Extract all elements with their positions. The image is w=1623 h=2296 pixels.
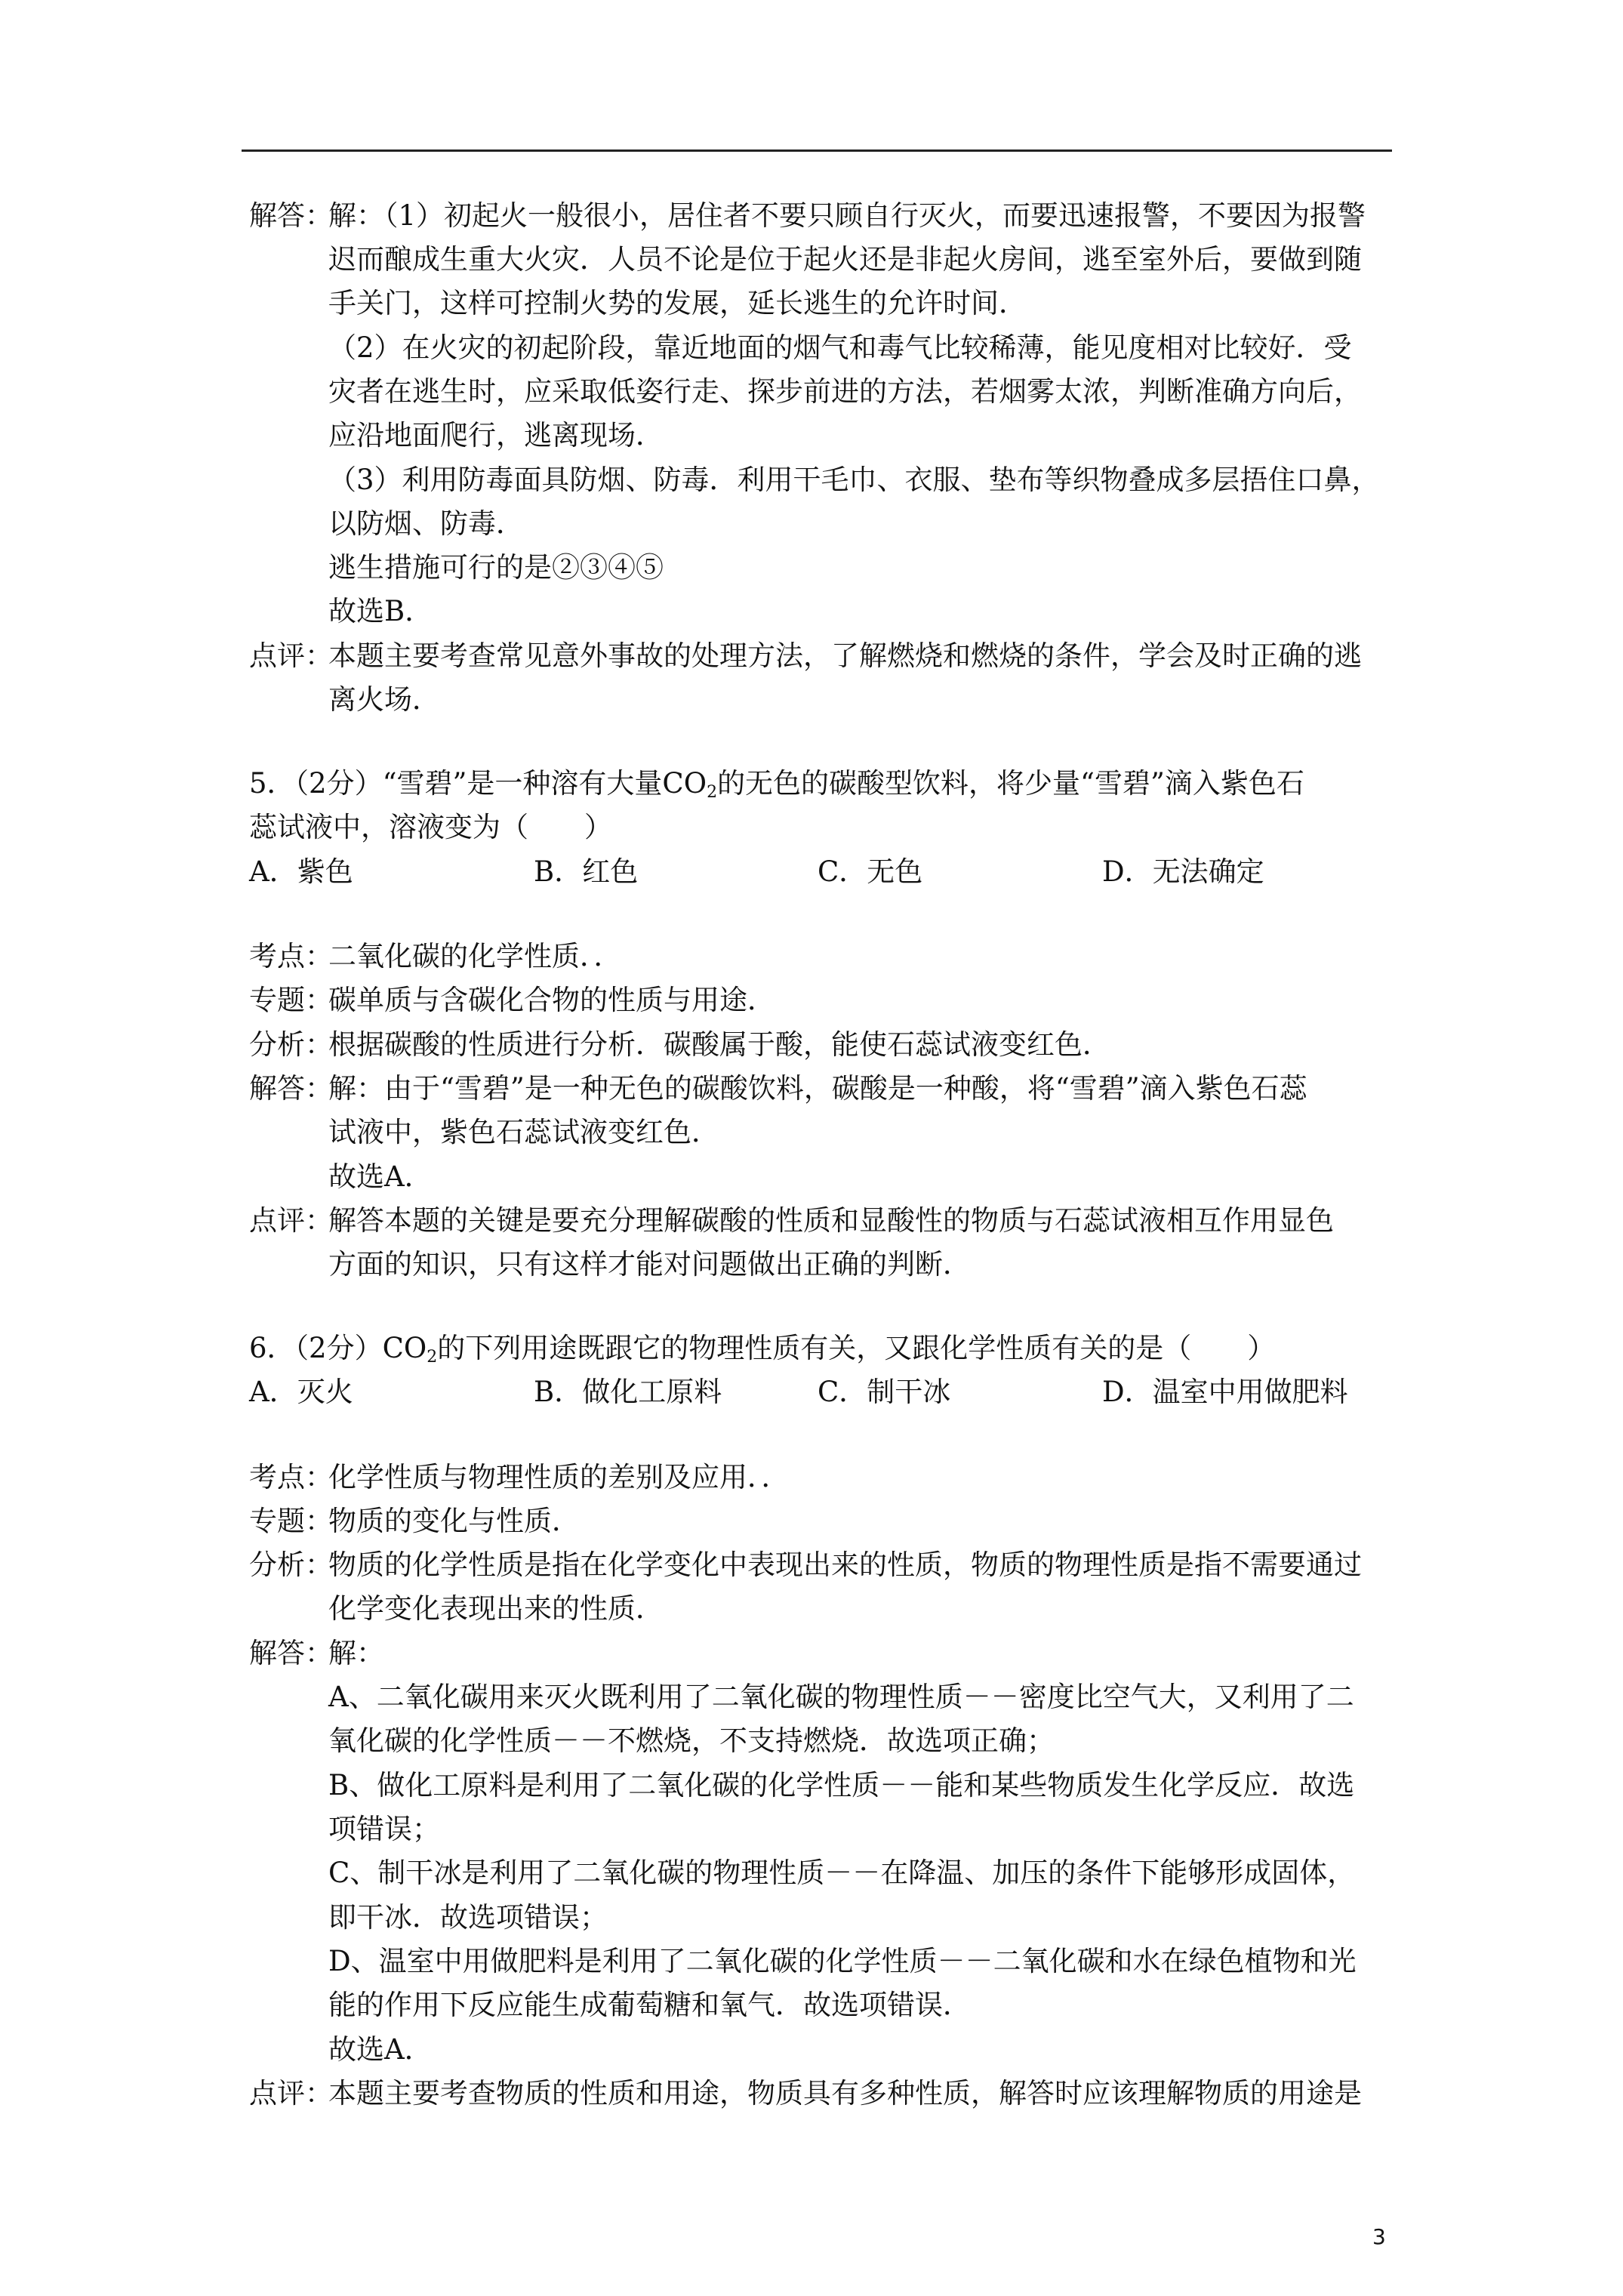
option-b: B．做化工原料 — [534, 1376, 722, 1408]
answer-label: 解答： — [249, 1637, 333, 1669]
answer-line: 以防烟、防毒． — [328, 507, 524, 540]
review-line: 本题主要考查物质的性质和用途，物质具有多种性质，解答时应该理解物质的用途是 — [328, 2077, 1362, 2110]
option-c: C．制干冰 — [818, 1376, 951, 1408]
answer-line: 迟而酿成生重大火灾．人员不论是位于起火还是非起火房间，逃至室外后，要做到随 — [328, 243, 1362, 276]
option-d: D．温室中用做肥料 — [1102, 1376, 1348, 1408]
fenxi-text: 根据碳酸的性质进行分析．碳酸属于酸，能使石蕊试液变红色． — [328, 1028, 1110, 1061]
review-line: 本题主要考查常见意外事故的处理方法，了解燃烧和燃烧的条件，学会及时正确的逃 — [328, 639, 1362, 672]
fenxi-line: 化学变化表现出来的性质． — [328, 1592, 664, 1625]
header-rule — [242, 149, 1392, 152]
review-label: 点评： — [249, 2077, 333, 2110]
answer-line: 试液中，紫色石蕊试液变红色． — [328, 1116, 719, 1148]
question-stem: 蕊试液中，溶液变为（ ） — [249, 811, 612, 843]
review-line: 方面的知识，只有这样才能对问题做出正确的判断． — [328, 1248, 971, 1281]
answer-line: （3）利用防毒面具防烟、防毒．利用干毛巾、衣服、垫布等织物叠成多层捂住口鼻， — [328, 464, 1380, 496]
answer-label: 解答： — [249, 1072, 333, 1105]
answer-line: B、做化工原料是利用了二氧化碳的化学性质－－能和某些物质发生化学反应．故选 — [328, 1769, 1355, 1801]
option-b: B．红色 — [534, 855, 639, 888]
answer-line: 项错误； — [328, 1813, 440, 1845]
kaodian-label: 考点： — [249, 1461, 333, 1493]
question-stem: 6．（2分）$CO_2$的下列用途既跟它的物理性质有关，又跟化学性质有关的是（ ） — [249, 1332, 1276, 1367]
review-line: 离火场． — [328, 683, 440, 716]
answer-line: 手关门，这样可控制火势的发展，延长逃生的允许时间． — [328, 287, 1027, 319]
answer-line: 故选A． — [328, 2033, 433, 2066]
zhuanti-label: 专题： — [249, 1505, 333, 1537]
answer-label: 解答： — [249, 199, 333, 232]
answer-line: 解：（1）初起火一般很小，居住者不要只顾自行灭火，而要迅速报警，不要因为报警 — [328, 199, 1366, 232]
answer-line: 故选B． — [328, 595, 433, 627]
answer-head: 解： — [328, 1637, 384, 1669]
zhuanti-text: 物质的变化与性质． — [328, 1505, 580, 1537]
answer-line: D、温室中用做肥料是利用了二氧化碳的化学性质－－二氧化碳和水在绿色植物和光 — [328, 1945, 1357, 1977]
kaodian-label: 考点： — [249, 940, 333, 972]
answer-line: 氧化碳的化学性质－－不燃烧，不支持燃烧．故选项正确； — [328, 1724, 1055, 1757]
answer-line: 故选A． — [328, 1160, 433, 1193]
kaodian-text: 二氧化碳的化学性质．． — [328, 940, 622, 972]
fenxi-label: 分析： — [249, 1549, 333, 1581]
zhuanti-text: 碳单质与含碳化合物的性质与用途． — [328, 984, 775, 1016]
answer-line: C、制干冰是利用了二氧化碳的物理性质－－在降温、加压的条件下能够形成固体， — [328, 1857, 1356, 1889]
answer-line: 即干冰．故选项错误； — [328, 1901, 608, 1934]
option-a: A．紫色 — [249, 855, 353, 888]
answer-line: 灾者在逃生时，应采取低姿行走、探步前进的方法，若烟雾太浓，判断准确方向后， — [328, 375, 1362, 408]
fenxi-label: 分析： — [249, 1028, 333, 1061]
review-label: 点评： — [249, 1204, 333, 1237]
answer-line: A、二氧化碳用来灭火既利用了二氧化碳的物理性质－－密度比空气大，又利用了二 — [328, 1681, 1354, 1713]
fenxi-line: 物质的化学性质是指在化学变化中表现出来的性质，物质的物理性质是指不需要通过 — [328, 1549, 1362, 1581]
review-label: 点评： — [249, 639, 333, 672]
answer-line: 应沿地面爬行，逃离现场． — [328, 419, 664, 451]
kaodian-text: 化学性质与物理性质的差别及应用．． — [328, 1461, 790, 1493]
answer-line: 能的作用下反应能生成葡萄糖和氧气．故选项错误． — [328, 1989, 971, 2021]
option-c: C．无色 — [818, 855, 923, 888]
question-stem: 5．（2分）“雪碧”是一种溶有大量$CO_2$的无色的碳酸型饮料，将少量“雪碧”滴入紫色石 — [249, 767, 1304, 802]
answer-line: （2）在火灾的初起阶段，靠近地面的烟气和毒气比较稀薄，能见度相对比较好．受 — [328, 331, 1352, 364]
zhuanti-label: 专题： — [249, 984, 333, 1016]
review-line: 解答本题的关键是要充分理解碳酸的性质和显酸性的物质与石蕊试液相互作用显色 — [328, 1204, 1334, 1237]
option-d: D．无法确定 — [1102, 855, 1264, 888]
answer-line: 逃生措施可行的是②③④⑤ — [328, 551, 664, 584]
answer-line: 解：由于“雪碧”是一种无色的碳酸饮料，碳酸是一种酸，将“雪碧”滴入紫色石蕊 — [328, 1072, 1307, 1105]
option-a: A．灭火 — [249, 1376, 353, 1408]
page-number: 3 — [1372, 2224, 1386, 2249]
